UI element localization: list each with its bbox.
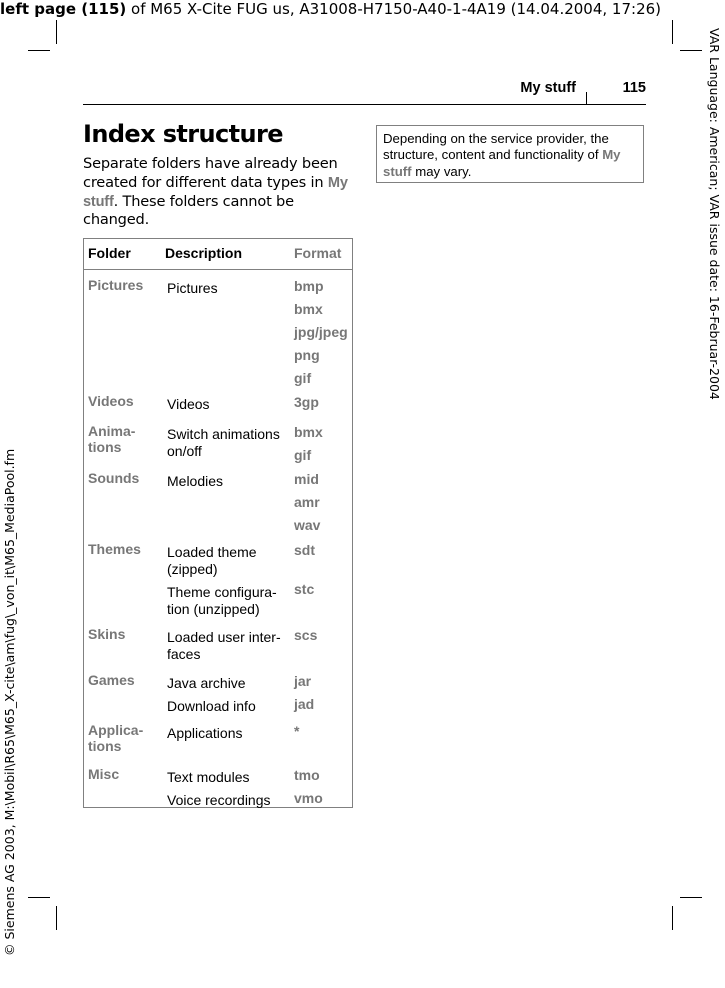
intro-highlight: My stuff [83, 174, 348, 210]
intro-paragraph [83, 155, 353, 230]
intro-text: Separate folders have already been created for different data types in [83, 155, 338, 191]
format-value: gif [294, 370, 312, 386]
note-highlight: My stuff [383, 147, 621, 179]
folder-name: Games [88, 672, 135, 688]
format-value: jpg/jpeg [294, 324, 348, 340]
folder-table [83, 238, 353, 808]
format-value: vmo [294, 790, 323, 806]
header-description: Description [165, 245, 243, 261]
note-text: Depending on the service provider, the structure, content and functionality of [383, 131, 609, 163]
var-language-info: VAR Language: American; VAR issue date: 16-Februar-2004 [707, 28, 722, 400]
folder-name: Skins [88, 626, 126, 642]
folder-name: Misc [88, 766, 120, 782]
format-value: mid [294, 471, 319, 487]
crop-mark [680, 50, 702, 51]
folder-description: Applications [167, 725, 243, 741]
format-value: 3gp [294, 394, 319, 410]
page-label: left page (115) [0, 0, 127, 18]
document-header-line [0, 0, 661, 18]
folder-description: Theme configura- tion (unzipped) [167, 584, 277, 617]
header-divider [586, 92, 587, 104]
header-format: Format [294, 245, 342, 261]
format-value: amr [294, 494, 320, 510]
crop-mark [672, 906, 673, 930]
folder-description: Java archive [167, 675, 246, 691]
header-rule [84, 269, 352, 270]
crop-mark [56, 906, 57, 930]
format-value: jar [294, 673, 312, 689]
format-value: jad [294, 696, 315, 712]
section-heading: Index structure [83, 120, 283, 148]
folder-name: Sounds [88, 470, 140, 486]
folder-description: Download info [167, 698, 256, 714]
folder-name: Videos [88, 393, 134, 409]
crop-mark [28, 897, 50, 898]
folder-description: Loaded theme (zipped) [167, 544, 257, 577]
crop-mark [28, 50, 50, 51]
format-value: tmo [294, 767, 320, 783]
folder-name: Applica- tions [88, 722, 144, 754]
folder-description: Videos [167, 396, 210, 412]
folder-name: Themes [88, 541, 141, 557]
format-value: bmp [294, 278, 324, 294]
folder-description: Text modules [167, 769, 250, 785]
intro-text-end: . These folders cannot be changed. [83, 192, 294, 229]
folder-name: Pictures [88, 277, 144, 293]
format-value: wav [294, 517, 321, 533]
header-folder: Folder [88, 245, 131, 261]
format-value: png [294, 347, 320, 363]
format-value: bmx [294, 424, 323, 440]
note-box [376, 125, 644, 183]
folder-description: Voice recordings [167, 792, 271, 808]
folder-description: Melodies [167, 473, 224, 489]
document-info: of M65 X-Cite FUG us, A31008-H7150-A40-1-4A19 (14.04.2004, 17:26) [126, 0, 662, 18]
folder-description: Switch animations on/off [167, 426, 280, 459]
folder-name: Anima- tions [88, 423, 136, 455]
page-number: 115 [622, 80, 646, 96]
format-value: stc [294, 581, 315, 597]
folder-description: Pictures [167, 280, 218, 296]
copyright-filepath: © Siemens AG 2003, M:\Mobil\R65\M65_X-cite\am\fug\_von_it\M65_MediaPool.fm [2, 448, 17, 956]
crop-mark [56, 20, 57, 44]
format-value: bmx [294, 301, 323, 317]
running-header-title: My stuff [520, 80, 576, 96]
format-value: scs [294, 627, 318, 643]
format-value: * [294, 723, 300, 739]
format-value: sdt [294, 542, 315, 558]
crop-mark [680, 897, 702, 898]
crop-mark [672, 20, 673, 44]
note-text-end: may vary. [411, 163, 472, 179]
folder-description: Loaded user inter- faces [167, 629, 281, 662]
format-value: gif [294, 447, 312, 463]
header-rule [83, 104, 646, 105]
